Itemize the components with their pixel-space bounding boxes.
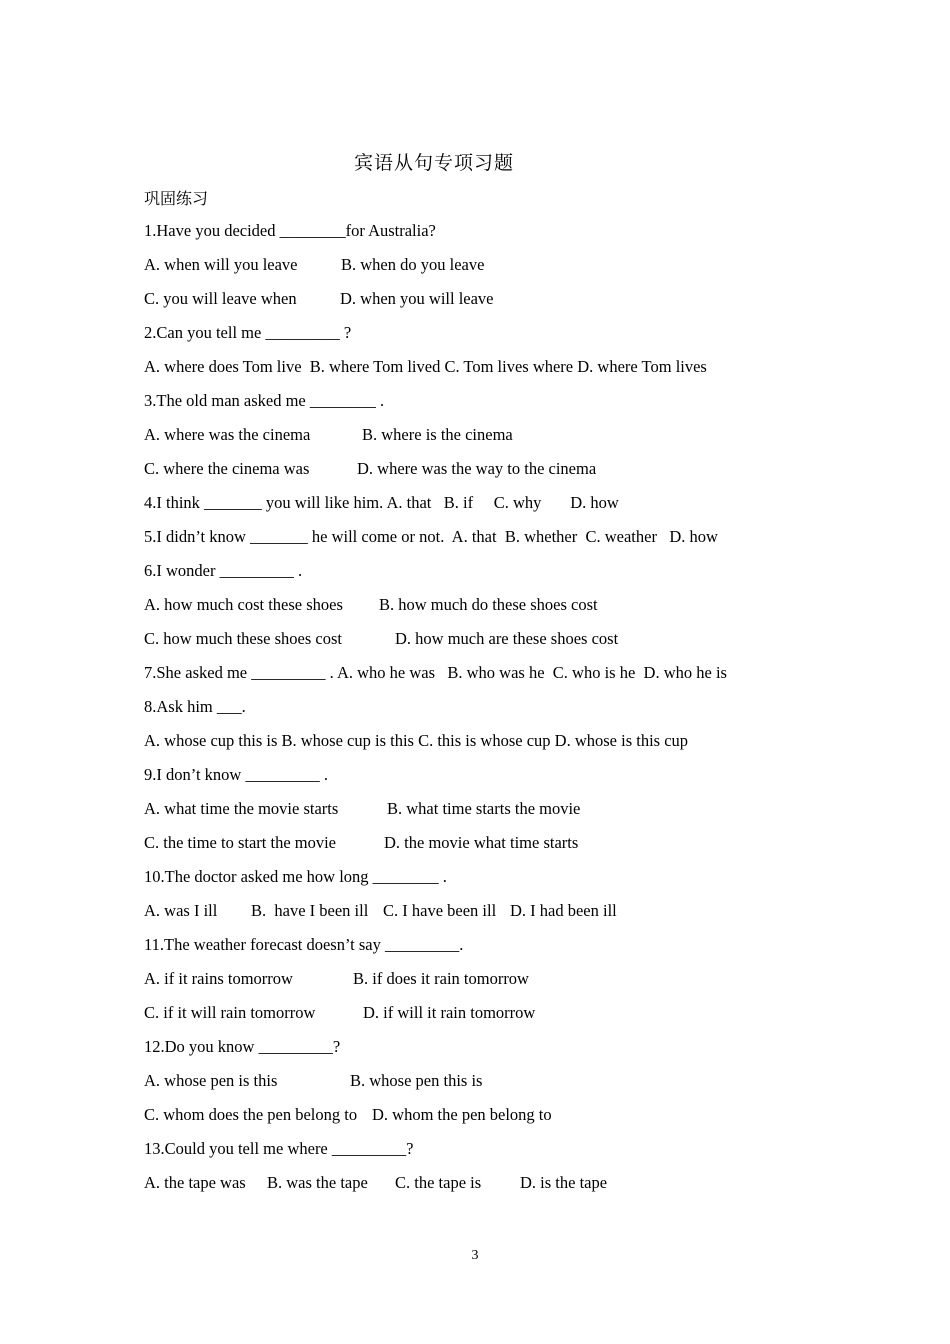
option-text: D. the movie what time starts (384, 833, 579, 852)
option-text: C. the time to start the movie (144, 833, 337, 852)
line-text: 11.The weather forecast doesn’t say _________. (144, 935, 464, 954)
line-text: 6.I wonder _________ . (144, 561, 303, 580)
option-text: B. have I been ill (251, 901, 369, 920)
line-text: 9.I don’t know _________ . (144, 765, 328, 784)
option-text: B. where is the cinema (362, 425, 513, 444)
option-text: D. if will it rain tomorrow (363, 1003, 536, 1022)
line-text: 7.She asked me _________ . A. who he was B. who was he C. who is he D. who he is (144, 663, 727, 682)
option-text: C. I have been ill (383, 901, 497, 920)
option-text: A. where was the cinema (144, 425, 311, 444)
option-text: A. what time the movie starts (144, 799, 339, 818)
option-text: B. if does it rain tomorrow (353, 969, 529, 988)
option-text: D. whom the pen belong to (372, 1105, 552, 1124)
page-title: 宾语从句专项习题 (353, 152, 514, 174)
option-text: B. what time starts the movie (387, 799, 581, 818)
option-text: A. the tape was (144, 1173, 246, 1192)
line-text: 3.The old man asked me ________ . (144, 391, 385, 410)
option-text: B. whose pen this is (350, 1071, 483, 1090)
option-text: C. whom does the pen belong to (144, 1105, 358, 1124)
line-text: A. where does Tom live B. where Tom lived C. Tom lives where D. where Tom lives (144, 357, 707, 376)
option-text: A. how much cost these shoes (144, 595, 343, 614)
option-text: D. when you will leave (340, 289, 494, 308)
option-text: D. I had been ill (510, 901, 617, 920)
line-text: 2.Can you tell me _________ ? (144, 323, 352, 342)
line-text: 8.Ask him ___. (144, 697, 246, 716)
option-text: A. was I ill (144, 901, 218, 920)
line-text: 5.I didn’t know _______ he will come or not. A. that B. whether C. weather D. how (144, 527, 718, 546)
line-text: 1.Have you decided ________for Australia? (144, 221, 436, 240)
option-text: A. if it rains tomorrow (144, 969, 293, 988)
option-text: D. how much are these shoes cost (395, 629, 619, 648)
option-text: A. when will you leave (144, 255, 298, 274)
option-text: B. when do you leave (341, 255, 485, 274)
line-text: 10.The doctor asked me how long ________ . (144, 867, 447, 886)
line-text: A. whose cup this is B. whose cup is this C. this is whose cup D. whose is this cup (144, 731, 689, 750)
section-heading: 巩固练习 (144, 189, 209, 208)
option-text: B. how much do these shoes cost (379, 595, 598, 614)
option-text: D. where was the way to the cinema (357, 459, 597, 478)
line-text: 13.Could you tell me where _________? (144, 1139, 414, 1158)
option-text: B. was the tape (267, 1173, 368, 1192)
option-text: A. whose pen is this (144, 1071, 278, 1090)
line-text: 4.I think _______ you will like him. A. that B. if C. why D. how (144, 493, 619, 512)
option-text: D. is the tape (520, 1173, 608, 1192)
line-text: 12.Do you know _________? (144, 1037, 341, 1056)
option-text: C. the tape is (395, 1173, 482, 1192)
option-text: C. you will leave when (144, 289, 297, 308)
option-text: C. if it will rain tomorrow (144, 1003, 316, 1022)
option-text: C. how much these shoes cost (144, 629, 342, 648)
option-text: C. where the cinema was (144, 459, 310, 478)
page-number: 3 (471, 1248, 479, 1263)
